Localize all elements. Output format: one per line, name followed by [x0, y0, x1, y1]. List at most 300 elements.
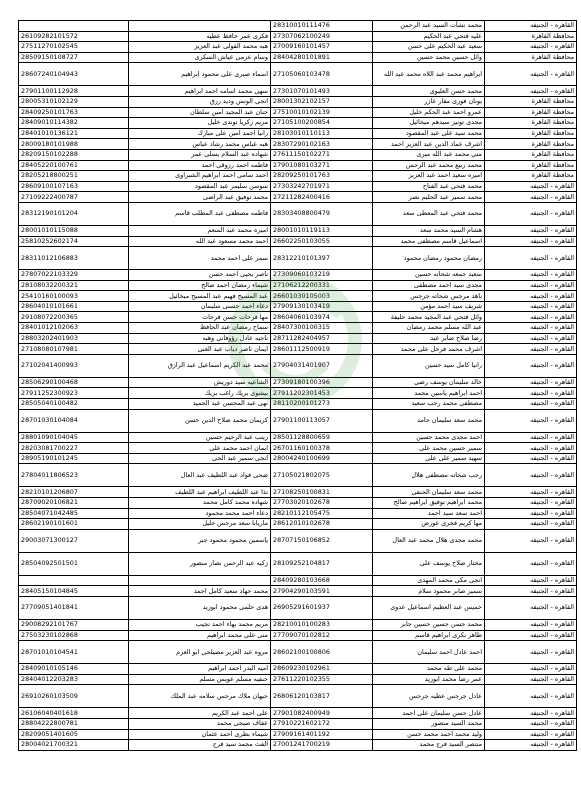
table-row — [19, 641, 577, 664]
id-cell-left: 28001010115088 — [19, 225, 129, 236]
table-row — [19, 596, 577, 619]
id-cell-right: 28609230102961 — [271, 664, 373, 675]
name-cell-right: احمد سعد سيد احمد — [373, 508, 485, 519]
governorate-cell: القاهره - الجنيفه — [485, 409, 577, 432]
name-cell-right: عادل جرجس عطيه جرجس — [373, 685, 485, 708]
id-cell-right: 26602250103055 — [271, 236, 373, 247]
name-cell-right: سمير صابر محمود سلام — [373, 586, 485, 597]
table-row — [19, 107, 577, 118]
governorate-cell: القاهره - الجنيفه — [485, 487, 577, 498]
table-row — [19, 664, 577, 675]
id-cell-right: 27309180100396 — [271, 377, 373, 388]
governorate-cell: القاهره - الجنيفه — [485, 729, 577, 740]
table-row — [19, 333, 577, 344]
name-cell-left: مريم محمد بهاء احمد نجيب — [129, 619, 271, 630]
id-cell-right: 27901100113057 — [271, 409, 373, 432]
name-cell-left: محمد توفيق عبد الراضى — [129, 192, 271, 203]
name-cell-left: مها فرحات حسن فرحات — [129, 312, 271, 323]
name-cell-right: انجى مكى محمد المهدى — [373, 575, 485, 586]
name-cell-left: مريم زكريا توندى خليل — [129, 118, 271, 129]
table-row — [19, 31, 577, 42]
id-cell-left: 28401012102063 — [19, 323, 129, 334]
table-row — [19, 236, 577, 247]
name-cell-right: محمد حسن حسين حسين جابر — [373, 619, 485, 630]
table-row — [19, 432, 577, 443]
id-cell-left: 28905190101245 — [19, 453, 129, 464]
name-cell-right: محمد سيد على عبد المقصود — [373, 128, 485, 139]
name-cell-left: عبد المسيح فهيم عبد المسيح ميخائيل — [129, 291, 271, 302]
table-row — [19, 181, 577, 192]
governorate-cell: القاهره - الجنيفه — [485, 552, 577, 575]
id-cell-left: 27901100112928 — [19, 86, 129, 97]
name-cell-right: احمد مجدى محمد حسين — [373, 432, 485, 443]
name-cell-right: وائل حسين محمد حسين — [373, 52, 485, 63]
id-cell-right: 27309060103219 — [271, 270, 373, 281]
id-cell-left: 28108032200321 — [19, 280, 129, 291]
name-cell-right: محمد السيد منصور — [373, 718, 485, 729]
id-cell-left: 25810252602174 — [19, 236, 129, 247]
name-cell-left: شهاده محمد كامل محمد — [129, 498, 271, 509]
table-row — [19, 354, 577, 377]
governorate-cell: محافظة القاهرة — [485, 107, 577, 118]
table-row — [19, 192, 577, 203]
name-cell-right: محمد حسن العليوى — [373, 86, 485, 97]
id-cell-right: 27001241700219 — [271, 740, 373, 751]
id-cell-left: 27102041400993 — [19, 354, 129, 377]
table-row — [19, 63, 577, 86]
name-cell-left: نذا عبد اللطيف ابراهيم عبد اللطيف — [129, 487, 271, 498]
table-row — [19, 270, 577, 281]
governorate-cell: القاهره - الجنيفه — [485, 586, 577, 597]
id-cell-left: 28209150102288 — [19, 149, 129, 160]
name-cell-left: ناجيه عادل رؤوفانى وهبه — [129, 333, 271, 344]
id-cell-right: 27105100200854 — [271, 118, 373, 129]
id-cell-left: 28409010105146 — [19, 664, 129, 675]
id-cell-right: 28303408800479 — [271, 202, 373, 225]
name-cell-right: سعيد عبد الحكيم على حسن — [373, 42, 485, 53]
table-row — [19, 552, 577, 575]
id-cell-right: 27910221602172 — [271, 718, 373, 729]
id-cell-right: 27307062100249 — [271, 31, 373, 42]
name-cell-left: شيماء بطرى احمد عثمان — [129, 729, 271, 740]
name-cell-right: هشام السيد محمد سعد — [373, 225, 485, 236]
id-cell-right: 27611150102271 — [271, 149, 373, 160]
table-row — [19, 498, 577, 509]
governorate-cell: القاهره - الجنيفه — [485, 641, 577, 664]
governorate-cell: محافظة القاهرة — [485, 171, 577, 182]
governorate-cell: القاهره - الجنيفه — [485, 42, 577, 53]
id-cell-left: 29008292101767 — [19, 619, 129, 630]
name-cell-left: سوسن سليمر عبد المقصود — [129, 181, 271, 192]
table-row — [19, 586, 577, 597]
name-cell-left: انجى الونس وديد رزق — [129, 96, 271, 107]
id-cell-right: 28110200101273 — [271, 399, 373, 410]
governorate-cell: محافظة القاهرة — [485, 31, 577, 42]
name-cell-right: منتصر السيد فرج محمد — [373, 740, 485, 751]
id-cell-left: 27108080107981 — [19, 344, 129, 355]
id-cell-left: 28401010136121 — [19, 128, 129, 139]
table-row — [19, 96, 577, 107]
name-cell-left: محمد عبد الكريم اسماعيل عبد الرازق — [129, 354, 271, 377]
name-cell-left: على احمد عبد الكريم — [129, 708, 271, 719]
name-cell-right: سهيد سمير على على — [373, 453, 485, 464]
governorate-cell: القاهره - الجنيفه — [485, 685, 577, 708]
table-row — [19, 323, 577, 334]
id-cell-right: 28109252104817 — [271, 552, 373, 575]
table-row — [19, 301, 577, 312]
name-cell-left: جيهان ملاك مرجس سلامه عبد الملك — [129, 685, 271, 708]
id-cell-right: 26806120103817 — [271, 685, 373, 708]
governorate-cell: القاهره - الجنيفه — [485, 453, 577, 464]
name-cell-left: سماح رمضان عبد الحافظ — [129, 323, 271, 334]
registry-table-body — [19, 21, 577, 751]
name-cell-left: الشاعيه سيد دوريش — [129, 377, 271, 388]
name-cell-left: جنان عبد المجيد امين سلطان — [129, 107, 271, 118]
name-cell-right: رمضان محمود رمضان محمود — [373, 247, 485, 270]
id-cell-right: 28711282404957 — [271, 333, 373, 344]
id-cell-left: 28604010101661 — [19, 301, 129, 312]
name-cell-right: اسماعيل قاسم مصطفى محمد — [373, 236, 485, 247]
id-cell-left: 28701010104541 — [19, 641, 129, 664]
governorate-cell: القاهره - الجنيفه — [485, 247, 577, 270]
name-cell-left: زكيه عبد الرحمن نصار منصور — [129, 552, 271, 575]
id-cell-right: 28407300100315 — [271, 323, 373, 334]
name-cell-left: ايمان ناصر دياب عبد الغنى — [129, 344, 271, 355]
governorate-cell: القاهره - الجنيفه — [485, 596, 577, 619]
id-cell-right: 28103010110113 — [271, 128, 373, 139]
governorate-cell: القاهره - الجنيفه — [485, 740, 577, 751]
governorate-cell: القاهره - الجنيفه — [485, 508, 577, 519]
registry-table — [18, 20, 577, 751]
table-row — [19, 399, 577, 410]
table-row — [19, 674, 577, 685]
governorate-cell: محافظة القاهرة — [485, 96, 577, 107]
name-cell-right: محمد ربيع محمد عبد الرحمن — [373, 160, 485, 171]
name-cell-left: فكرى عمر حافظ عطيه — [129, 31, 271, 42]
name-cell-left: دعاء احمد محمد محمود — [129, 508, 271, 519]
table-row — [19, 312, 577, 323]
governorate-cell: القاهره - الجنيفه — [485, 443, 577, 454]
governorate-cell: القاهره - الجنيفه — [485, 192, 577, 203]
governorate-cell: القاهره - الجنيفه — [485, 664, 577, 675]
table-row — [19, 280, 577, 291]
name-cell-left: شهاده عبد السلام يسلى عمر — [129, 149, 271, 160]
table-row — [19, 225, 577, 236]
governorate-cell: القاهره - الجنيفه — [485, 399, 577, 410]
name-cell-right: محمد سعد سليمان الحنفى — [373, 487, 485, 498]
governorate-cell: القاهره - الجنيفه — [485, 280, 577, 291]
id-cell-left: 28609100107163 — [19, 181, 129, 192]
name-cell-left: هبه عباس محمد رشاد عباس — [129, 139, 271, 150]
name-cell-right: طاهر بكرى ابراهيم قاسم — [373, 630, 485, 641]
table-row — [19, 409, 577, 432]
name-cell-right: عليه فتحي عبد الحكيم — [373, 31, 485, 42]
name-cell-right: رضا صلاح صابر عيد — [373, 333, 485, 344]
table-row — [19, 619, 577, 630]
governorate-cell: محافظة القاهرة — [485, 160, 577, 171]
name-cell-right: رانيا كامل سيد حسين — [373, 354, 485, 377]
id-cell-left: 27503230102868 — [19, 630, 129, 641]
table-row — [19, 508, 577, 519]
name-cell-right: عبد الله مسلم محمد رمضان — [373, 323, 485, 334]
name-cell-left: وسام عزمى عياش السكرى — [129, 52, 271, 63]
name-cell-right: مجدى تونيز سيدهم ميخائيل — [373, 118, 485, 129]
table-row — [19, 740, 577, 751]
id-cell-right: 28409280103668 — [271, 575, 373, 586]
table-row — [19, 630, 577, 641]
name-cell-right: مصطفى محمد رجب سعيد — [373, 399, 485, 410]
id-cell-left: 28004021700321 — [19, 740, 129, 751]
table-row — [19, 42, 577, 53]
id-cell-left: 28709020106821 — [19, 498, 129, 509]
id-cell-right: 28210010100283 — [271, 619, 373, 630]
table-row — [19, 575, 577, 586]
name-cell-right: منى محمد عبد الله ميرى — [373, 149, 485, 160]
name-cell-right: مختار صلاح يوسف على — [373, 552, 485, 575]
table-row — [19, 487, 577, 498]
table-row — [19, 344, 577, 355]
name-cell-right: عمرو احمد عبد الحكم خليل — [373, 107, 485, 118]
governorate-cell: القاهره - الجنيفه — [485, 718, 577, 729]
governorate-cell: القاهره - الجنيفه — [485, 575, 577, 586]
name-cell-left: احمد محمد مسعود عبد الله — [129, 236, 271, 247]
table-row — [19, 519, 577, 530]
id-cell-left: 28009180101988 — [19, 139, 129, 150]
id-cell-left: 28210101206807 — [19, 487, 129, 498]
table-row — [19, 128, 577, 139]
id-cell-right: 27901082400949 — [271, 708, 373, 719]
table-row — [19, 160, 577, 171]
id-cell-left: 29003071300127 — [19, 529, 129, 552]
id-cell-left: 26910260103509 — [19, 685, 129, 708]
id-cell-left: 28409010114382 — [19, 118, 129, 129]
id-cell-right: 28604060103974 — [271, 312, 373, 323]
governorate-cell: القاهره - الجنيفه — [485, 432, 577, 443]
governorate-cell: القاهره - الجنيفه — [485, 519, 577, 530]
id-cell-left: 28203081700227 — [19, 443, 129, 454]
id-cell-right: 26601030105003 — [271, 291, 373, 302]
table-row — [19, 291, 577, 302]
governorate-cell: القاهره - الجنيفه — [485, 63, 577, 86]
name-cell-right: سمير حسين محمد على — [373, 443, 485, 454]
name-cell-right: عادل حسن سليمان على احمد — [373, 708, 485, 719]
id-cell-right: 27909130103419 — [271, 301, 373, 312]
id-cell-left: 28504071042485 — [19, 508, 129, 519]
id-cell-left — [19, 21, 129, 32]
name-cell-right: محمد ابراهيم توفيق ابراهيم صالح — [373, 498, 485, 509]
table-row — [19, 247, 577, 270]
id-cell-right: 27901080103271 — [271, 160, 373, 171]
name-cell-right: محمد مجدى هلال محمد عبد العال — [373, 529, 485, 552]
table-row — [19, 388, 577, 399]
governorate-cell: القاهره - الجنيفه — [485, 344, 577, 355]
name-cell-left: بيشوى بريك راغب بريك — [129, 388, 271, 399]
governorate-cell: القاهره - الجنيفه — [485, 323, 577, 334]
name-cell-left: منى على محمد ابراهيم — [129, 630, 271, 641]
name-cell-right: سعيد جمعه شحاته حسين — [373, 270, 485, 281]
table-row — [19, 443, 577, 454]
table-row — [19, 464, 577, 487]
name-cell-left: رانيا احمد امين على مبارك — [129, 128, 271, 139]
name-cell-left: مروه عبد العزيز مصيلحى ابو العزم — [129, 641, 271, 664]
id-cell-right: 27211282400416 — [271, 192, 373, 203]
name-cell-right: ناهد مرجس شحاته جرجس — [373, 291, 485, 302]
table-row — [19, 52, 577, 63]
name-cell-left: زينب عبد الرحيم حسين — [129, 432, 271, 443]
name-cell-left: دعاء احمد حسنى سليمان — [129, 301, 271, 312]
id-cell-right: 28404280101891 — [271, 52, 373, 63]
id-cell-left: 28804222800781 — [19, 718, 129, 729]
id-cell-right: 26905291601937 — [271, 596, 373, 619]
name-cell-left: سمر على احمد محمد — [129, 247, 271, 270]
governorate-cell: القاهره - الجنيفه — [485, 21, 577, 32]
id-cell-right: 28707150106852 — [271, 529, 373, 552]
name-cell-right: احمد عادل احمد سليمان — [373, 641, 485, 664]
table-row — [19, 21, 577, 32]
name-cell-right: ابراهيم محمد عبد اللاه محمد عبد الله — [373, 63, 485, 86]
name-cell-left: عفاف صبحى محمد — [129, 718, 271, 729]
id-cell-right: 28312210101397 — [271, 247, 373, 270]
id-cell-right: 28001302102157 — [271, 96, 373, 107]
name-cell-left: ضحى فواد عبد اللطيف عبد العال — [129, 464, 271, 487]
name-cell-right: مها كريم فخرى عورض — [373, 519, 485, 530]
id-cell-right: 27108250100831 — [271, 487, 373, 498]
governorate-cell: محافظة القاهرة — [485, 118, 577, 129]
id-cell-right: 28310010111476 — [271, 21, 373, 32]
name-cell-right: شريف سيد احمد مؤمن — [373, 301, 485, 312]
id-cell-left: 27804011806523 — [19, 464, 129, 487]
table-row — [19, 171, 577, 182]
id-cell-right: 27904031401907 — [271, 354, 373, 377]
name-cell-right: محمد سمير عبد الحليم نصر — [373, 192, 485, 203]
name-cell-right: يونان فوزى مقار عازر — [373, 96, 485, 107]
name-cell-right: اميره سعيد احمد عبد العزيز — [373, 171, 485, 182]
name-cell-left: هبه محمد الفولى عبد العزيز — [129, 42, 271, 53]
governorate-cell: القاهره - الجنيفه — [485, 236, 577, 247]
governorate-cell: القاهره - الجنيفه — [485, 354, 577, 377]
id-cell-left: 28409250101763 — [19, 107, 129, 118]
name-cell-right: خالد سليمان يوسف رضى — [373, 377, 485, 388]
governorate-cell: القاهره - الجنيفه — [485, 377, 577, 388]
name-cell-right: عمر رضا محمد ابوزيد — [373, 674, 485, 685]
name-cell-right: محمد فتحي عبد الفتاح — [373, 181, 485, 192]
id-cell-right: 27510010102139 — [271, 107, 373, 118]
table-row — [19, 202, 577, 225]
name-cell-right: وليد محمد احمد محمد حسن — [373, 729, 485, 740]
id-cell-right: 27904290103591 — [271, 586, 373, 597]
table-row — [19, 453, 577, 464]
name-cell-left — [129, 21, 271, 32]
id-cell-right: 28210112105475 — [271, 508, 373, 519]
table-row — [19, 685, 577, 708]
name-cell-left: نهى عبد المحسن عبد الحميد — [129, 399, 271, 410]
id-cell-left: 28607240104943 — [19, 63, 129, 86]
table-row — [19, 529, 577, 552]
governorate-cell: القاهره - الجنيفه — [485, 708, 577, 719]
governorate-cell: القاهره - الجنيفه — [485, 270, 577, 281]
id-cell-left: 28405150104845 — [19, 586, 129, 597]
id-cell-left: 28205218800251 — [19, 171, 129, 182]
governorate-cell: القاهره - الجنيفه — [485, 388, 577, 399]
id-cell-right: 27301070101493 — [271, 86, 373, 97]
id-cell-right: 27009160101457 — [271, 42, 373, 53]
id-cell-right: 27709070102812 — [271, 630, 373, 641]
id-cell-left: 29108072200365 — [19, 312, 129, 323]
id-cell-left: 28506290100468 — [19, 377, 129, 388]
governorate-cell: القاهره - الجنيفه — [485, 181, 577, 192]
id-cell-left: 27109222400787 — [19, 192, 129, 203]
name-cell-left: هدى حلمى محمود ابوزيد — [129, 596, 271, 619]
id-cell-left: 27709051401841 — [19, 596, 129, 619]
id-cell-right: 26701160100378 — [271, 443, 373, 454]
name-cell-right: خميس عبد العظيم اسماعيل عدوى — [373, 596, 485, 619]
governorate-cell: القاهره - الجنيفه — [485, 619, 577, 630]
governorate-cell: القاهره - الجنيفه — [485, 529, 577, 552]
id-cell-left — [19, 575, 129, 586]
name-cell-left: حنفيه مسلم عويس مسلم — [129, 674, 271, 685]
name-cell-left: ناصر يحيى احمد حسن — [129, 270, 271, 281]
name-cell-left: احمد سامى احمد ابراهيم الشبراوى — [129, 171, 271, 182]
id-cell-right: 27303242701971 — [271, 181, 373, 192]
id-cell-left: 28803202401903 — [19, 333, 129, 344]
governorate-cell: القاهره - الجنيفه — [485, 86, 577, 97]
name-cell-left: شيماء رمضان احمد صالح — [129, 280, 271, 291]
name-cell-left: الفت محمد سيد فرج — [129, 740, 271, 751]
id-cell-left: 27807022103329 — [19, 270, 129, 281]
id-cell-left: 28602190101601 — [19, 519, 129, 530]
name-cell-left — [129, 575, 271, 586]
id-cell-left: 28312190101204 — [19, 202, 129, 225]
name-cell-right: رجب شحاته مصطفى هلال — [373, 464, 485, 487]
name-cell-right: محمد على طه محمد — [373, 664, 485, 675]
id-cell-left: 28005310102129 — [19, 96, 129, 107]
table-row — [19, 118, 577, 129]
id-cell-right: 28004240100699 — [271, 453, 373, 464]
name-cell-right: اشرف عماد الدين عبد العزيز احمد — [373, 139, 485, 150]
id-cell-right: 27703020102678 — [271, 498, 373, 509]
name-cell-right: محمد نشأت السيد عبد الرحمن — [373, 21, 485, 32]
name-cell-left: انجى سمير عبد الحى — [129, 453, 271, 464]
id-cell-left: 27511270102545 — [19, 42, 129, 53]
id-cell-right: 28209250101763 — [271, 171, 373, 182]
name-cell-left: اسماء صبرى على محمود ابراهيم — [129, 63, 271, 86]
name-cell-right: محمد فتحي عبد المعطى سعد — [373, 202, 485, 225]
id-cell-right: 28001010119113 — [271, 225, 373, 236]
table-row — [19, 718, 577, 729]
name-cell-left: ماريانا سعد مرجس خليل — [129, 519, 271, 530]
id-cell-left: 28404012203283 — [19, 674, 129, 685]
id-cell-left: 28505040100482 — [19, 399, 129, 410]
name-cell-left: فاطمه مصطفى عبد المطلب قاسم — [129, 202, 271, 225]
id-cell-left: 28209051401605 — [19, 729, 129, 740]
id-cell-right: 27611220102355 — [271, 674, 373, 685]
id-cell-right: 27106212200331 — [271, 280, 373, 291]
governorate-cell: القاهره - الجنيفه — [485, 291, 577, 302]
name-cell-left: فاطمه احمد رزوقى احمد — [129, 160, 271, 171]
name-cell-right: وائل فتحي عبد المجيد محمد حليفة — [373, 312, 485, 323]
name-cell-left: اميه البدر احمد ابراهيم — [129, 664, 271, 675]
name-cell-right: اشرف محمد فرحل على محمد — [373, 344, 485, 355]
governorate-cell: محافظة القاهرة — [485, 149, 577, 160]
id-cell-right: 28601112500919 — [271, 344, 373, 355]
governorate-cell: القاهره - الجنيفه — [485, 498, 577, 509]
name-cell-left: كريمان محمد صلاح الدين حسن — [129, 409, 271, 432]
id-cell-right: 28602100100806 — [271, 641, 373, 664]
governorate-cell: محافظة القاهرة — [485, 52, 577, 63]
name-cell-left: ياسمين محمود محمود جبر — [129, 529, 271, 552]
id-cell-left: 26109282101572 — [19, 31, 129, 42]
id-cell-right: 28501128800659 — [271, 432, 373, 443]
